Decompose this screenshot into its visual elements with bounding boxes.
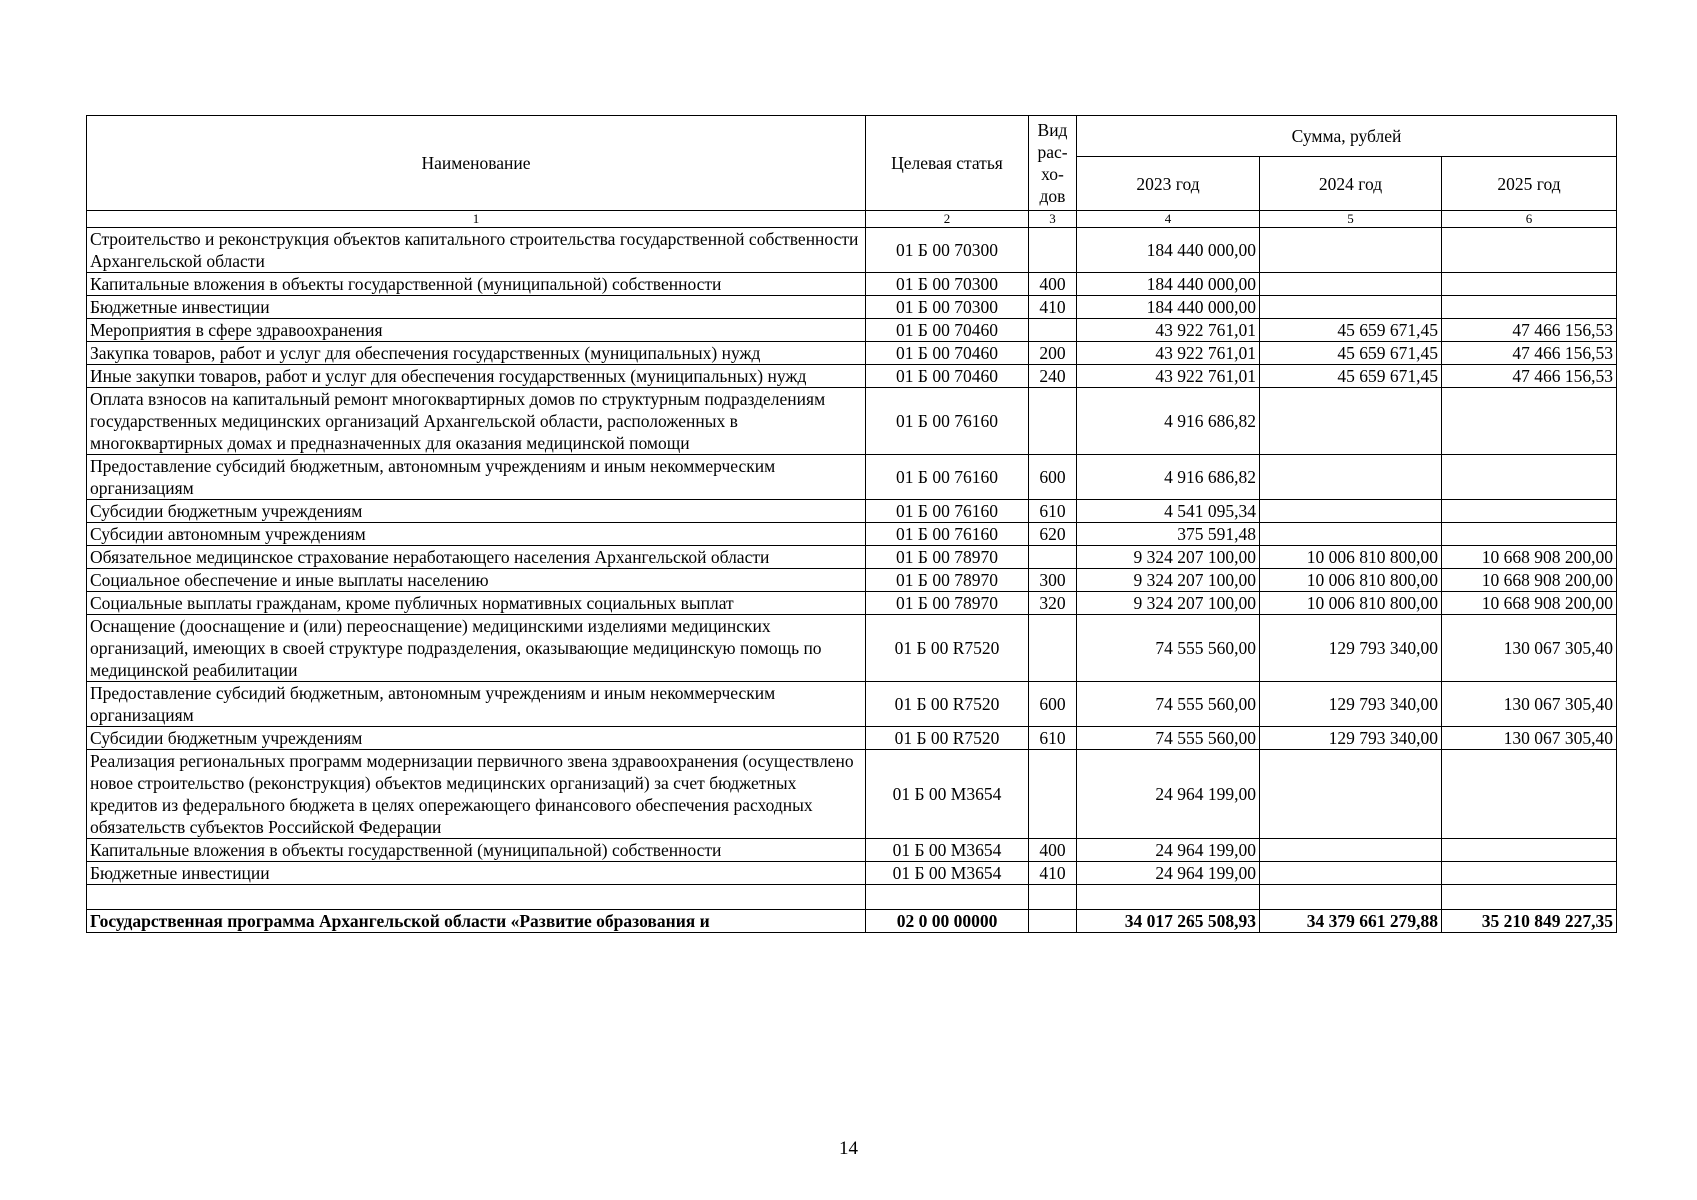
row-amount-2025 xyxy=(1442,750,1617,839)
row-target-code: 01 Б 00 76160 xyxy=(866,500,1029,523)
row-amount-2024 xyxy=(1260,455,1442,500)
row-amount-2024 xyxy=(1260,885,1442,910)
row-target-code: 01 Б 00 78970 xyxy=(866,592,1029,615)
row-expense-kind: 600 xyxy=(1029,455,1077,500)
header-sum: Сумма, рублей xyxy=(1077,116,1617,157)
row-amount-2023: 4 916 686,82 xyxy=(1077,455,1260,500)
row-target-code: 01 Б 00 М3654 xyxy=(866,862,1029,885)
row-amount-2023: 34 017 265 508,93 xyxy=(1077,910,1260,933)
row-target-code: 01 Б 00 70460 xyxy=(866,365,1029,388)
table-body xyxy=(87,228,1617,933)
row-amount-2023 xyxy=(1077,885,1260,910)
table-row xyxy=(87,273,1617,296)
table-row xyxy=(87,296,1617,319)
row-target-code: 01 Б 00 78970 xyxy=(866,546,1029,569)
header-year-2024: 2024 год xyxy=(1260,157,1442,211)
row-name: Бюджетные инвестиции xyxy=(87,862,866,885)
row-amount-2025 xyxy=(1442,862,1617,885)
row-amount-2024 xyxy=(1260,862,1442,885)
row-target-code: 01 Б 00 70300 xyxy=(866,273,1029,296)
row-amount-2025 xyxy=(1442,523,1617,546)
row-expense-kind: 410 xyxy=(1029,296,1077,319)
row-target-code: 01 Б 00 70460 xyxy=(866,319,1029,342)
row-expense-kind xyxy=(1029,910,1077,933)
header-kind: Вид рас- хо- дов xyxy=(1029,116,1077,211)
row-target-code: 01 Б 00 М3654 xyxy=(866,839,1029,862)
row-amount-2025 xyxy=(1442,296,1617,319)
row-name: Иные закупки товаров, работ и услуг для обеспечения государственных (муниципальных) нужд xyxy=(87,365,866,388)
row-amount-2025 xyxy=(1442,839,1617,862)
row-target-code: 01 Б 00 R7520 xyxy=(866,615,1029,682)
row-amount-2023: 43 922 761,01 xyxy=(1077,365,1260,388)
row-expense-kind xyxy=(1029,546,1077,569)
column-number: 3 xyxy=(1029,211,1077,228)
row-expense-kind xyxy=(1029,885,1077,910)
row-expense-kind: 600 xyxy=(1029,682,1077,727)
table-row xyxy=(87,228,1617,273)
row-amount-2023: 9 324 207 100,00 xyxy=(1077,546,1260,569)
row-name: Субсидии автономным учреждениям xyxy=(87,523,866,546)
row-amount-2024 xyxy=(1260,388,1442,455)
row-amount-2024: 10 006 810 800,00 xyxy=(1260,546,1442,569)
row-target-code xyxy=(866,885,1029,910)
row-amount-2025 xyxy=(1442,455,1617,500)
row-name: Капитальные вложения в объекты государственной (муниципальной) собственности xyxy=(87,273,866,296)
row-amount-2024: 45 659 671,45 xyxy=(1260,342,1442,365)
table-row xyxy=(87,388,1617,455)
row-target-code: 01 Б 00 76160 xyxy=(866,523,1029,546)
row-amount-2024 xyxy=(1260,750,1442,839)
row-expense-kind: 400 xyxy=(1029,273,1077,296)
row-name: Реализация региональных программ модернизации первичного звена здравоохранения (осуществлено новое строительство (реконструкция) объектов медицинских организаций) за счет бюджетных кредитов из федерального бюджета в целях опережающего финансового обеспечения расходных обязательств субъектов Российской Федерации xyxy=(87,750,866,839)
row-target-code: 01 Б 00 78970 xyxy=(866,569,1029,592)
row-amount-2024: 34 379 661 279,88 xyxy=(1260,910,1442,933)
row-amount-2024 xyxy=(1260,523,1442,546)
row-target-code: 02 0 00 00000 xyxy=(866,910,1029,933)
row-name: Социальные выплаты гражданам, кроме публичных нормативных социальных выплат xyxy=(87,592,866,615)
row-expense-kind: 410 xyxy=(1029,862,1077,885)
row-amount-2025: 10 668 908 200,00 xyxy=(1442,546,1617,569)
header-year-2025: 2025 год xyxy=(1442,157,1617,211)
row-name: Предоставление субсидий бюджетным, автономным учреждениям и иным некоммерческим организациям xyxy=(87,455,866,500)
table-row xyxy=(87,523,1617,546)
row-amount-2025: 47 466 156,53 xyxy=(1442,365,1617,388)
row-amount-2024: 10 006 810 800,00 xyxy=(1260,569,1442,592)
row-expense-kind: 320 xyxy=(1029,592,1077,615)
row-name: Предоставление субсидий бюджетным, автономным учреждениям и иным некоммерческим организациям xyxy=(87,682,866,727)
row-expense-kind xyxy=(1029,228,1077,273)
row-name: Капитальные вложения в объекты государственной (муниципальной) собственности xyxy=(87,839,866,862)
budget-table xyxy=(86,115,1617,933)
row-amount-2025: 10 668 908 200,00 xyxy=(1442,569,1617,592)
row-amount-2023: 9 324 207 100,00 xyxy=(1077,592,1260,615)
row-expense-kind xyxy=(1029,750,1077,839)
row-amount-2024 xyxy=(1260,273,1442,296)
row-expense-kind: 200 xyxy=(1029,342,1077,365)
row-amount-2023: 184 440 000,00 xyxy=(1077,228,1260,273)
row-amount-2023: 4 916 686,82 xyxy=(1077,388,1260,455)
table-row xyxy=(87,839,1617,862)
row-amount-2025 xyxy=(1442,228,1617,273)
column-number: 4 xyxy=(1077,211,1260,228)
row-name: Оплата взносов на капитальный ремонт многоквартирных домов по структурным подразделениям государственных медицинских организаций Архангельской области, расположенных в многоквартирных домах и предназначенных для оказания медицинской помощи xyxy=(87,388,866,455)
row-target-code: 01 Б 00 76160 xyxy=(866,455,1029,500)
row-amount-2024 xyxy=(1260,296,1442,319)
table-row xyxy=(87,592,1617,615)
row-name: Оснащение (дооснащение и (или) переоснащение) медицинскими изделиями медицинских организаций, имеющих в своей структуре подразделения, оказывающие медицинскую помощь по медицинской реабилитации xyxy=(87,615,866,682)
row-amount-2023: 74 555 560,00 xyxy=(1077,727,1260,750)
row-amount-2024 xyxy=(1260,228,1442,273)
row-amount-2025: 130 067 305,40 xyxy=(1442,615,1617,682)
table-row xyxy=(87,727,1617,750)
table-row xyxy=(87,682,1617,727)
row-expense-kind: 400 xyxy=(1029,839,1077,862)
row-target-code: 01 Б 00 R7520 xyxy=(866,727,1029,750)
table-row xyxy=(87,546,1617,569)
row-name: Строительство и реконструкция объектов капитального строительства государственной собственности Архангельской области xyxy=(87,228,866,273)
row-amount-2023: 43 922 761,01 xyxy=(1077,319,1260,342)
column-number: 1 xyxy=(87,211,866,228)
row-amount-2023: 24 964 199,00 xyxy=(1077,750,1260,839)
table-row xyxy=(87,365,1617,388)
row-name: Бюджетные инвестиции xyxy=(87,296,866,319)
row-amount-2024 xyxy=(1260,500,1442,523)
row-amount-2025: 47 466 156,53 xyxy=(1442,342,1617,365)
row-target-code: 01 Б 00 R7520 xyxy=(866,682,1029,727)
table-row xyxy=(87,910,1617,933)
row-amount-2023: 9 324 207 100,00 xyxy=(1077,569,1260,592)
header-code: Целевая статья xyxy=(866,116,1029,211)
row-amount-2024 xyxy=(1260,839,1442,862)
row-amount-2023: 184 440 000,00 xyxy=(1077,296,1260,319)
page-number: 14 xyxy=(839,1138,858,1159)
row-expense-kind: 240 xyxy=(1029,365,1077,388)
row-amount-2025: 47 466 156,53 xyxy=(1442,319,1617,342)
row-expense-kind: 610 xyxy=(1029,727,1077,750)
row-amount-2025: 35 210 849 227,35 xyxy=(1442,910,1617,933)
row-amount-2025 xyxy=(1442,273,1617,296)
header-year-2023: 2023 год xyxy=(1077,157,1260,211)
row-amount-2024: 129 793 340,00 xyxy=(1260,682,1442,727)
column-number: 6 xyxy=(1442,211,1617,228)
column-number: 5 xyxy=(1260,211,1442,228)
header-name: Наименование xyxy=(87,116,866,211)
row-name: Социальное обеспечение и иные выплаты населению xyxy=(87,569,866,592)
column-number: 2 xyxy=(866,211,1029,228)
table-row xyxy=(87,615,1617,682)
row-amount-2024: 10 006 810 800,00 xyxy=(1260,592,1442,615)
row-amount-2023: 375 591,48 xyxy=(1077,523,1260,546)
row-name: Субсидии бюджетным учреждениям xyxy=(87,500,866,523)
table-row xyxy=(87,342,1617,365)
row-amount-2025 xyxy=(1442,388,1617,455)
row-amount-2024: 45 659 671,45 xyxy=(1260,365,1442,388)
row-amount-2023: 43 922 761,01 xyxy=(1077,342,1260,365)
row-amount-2023: 74 555 560,00 xyxy=(1077,682,1260,727)
row-expense-kind: 300 xyxy=(1029,569,1077,592)
row-target-code: 01 Б 00 70460 xyxy=(866,342,1029,365)
row-name: Мероприятия в сфере здравоохранения xyxy=(87,319,866,342)
row-amount-2023: 24 964 199,00 xyxy=(1077,862,1260,885)
table-row xyxy=(87,750,1617,839)
row-expense-kind xyxy=(1029,615,1077,682)
row-target-code: 01 Б 00 70300 xyxy=(866,228,1029,273)
row-amount-2025 xyxy=(1442,885,1617,910)
row-expense-kind: 620 xyxy=(1029,523,1077,546)
row-name: Государственная программа Архангельской области «Развитие образования и xyxy=(87,910,866,933)
table-row xyxy=(87,885,1617,910)
row-amount-2025: 130 067 305,40 xyxy=(1442,727,1617,750)
row-expense-kind xyxy=(1029,388,1077,455)
row-expense-kind xyxy=(1029,319,1077,342)
row-amount-2025: 10 668 908 200,00 xyxy=(1442,592,1617,615)
table-row xyxy=(87,862,1617,885)
row-amount-2025: 130 067 305,40 xyxy=(1442,682,1617,727)
row-amount-2023: 24 964 199,00 xyxy=(1077,839,1260,862)
row-amount-2023: 184 440 000,00 xyxy=(1077,273,1260,296)
row-name: Закупка товаров, работ и услуг для обеспечения государственных (муниципальных) нужд xyxy=(87,342,866,365)
row-name: Субсидии бюджетным учреждениям xyxy=(87,727,866,750)
table-row xyxy=(87,500,1617,523)
row-amount-2023: 4 541 095,34 xyxy=(1077,500,1260,523)
row-amount-2024: 129 793 340,00 xyxy=(1260,615,1442,682)
row-amount-2024: 129 793 340,00 xyxy=(1260,727,1442,750)
row-expense-kind: 610 xyxy=(1029,500,1077,523)
row-target-code: 01 Б 00 М3654 xyxy=(866,750,1029,839)
row-amount-2025 xyxy=(1442,500,1617,523)
row-amount-2023: 74 555 560,00 xyxy=(1077,615,1260,682)
table-row xyxy=(87,569,1617,592)
row-name: Обязательное медицинское страхование неработающего населения Архангельской области xyxy=(87,546,866,569)
row-target-code: 01 Б 00 76160 xyxy=(866,388,1029,455)
row-name xyxy=(87,885,866,910)
table-row xyxy=(87,319,1617,342)
row-amount-2024: 45 659 671,45 xyxy=(1260,319,1442,342)
row-target-code: 01 Б 00 70300 xyxy=(866,296,1029,319)
table-row xyxy=(87,455,1617,500)
